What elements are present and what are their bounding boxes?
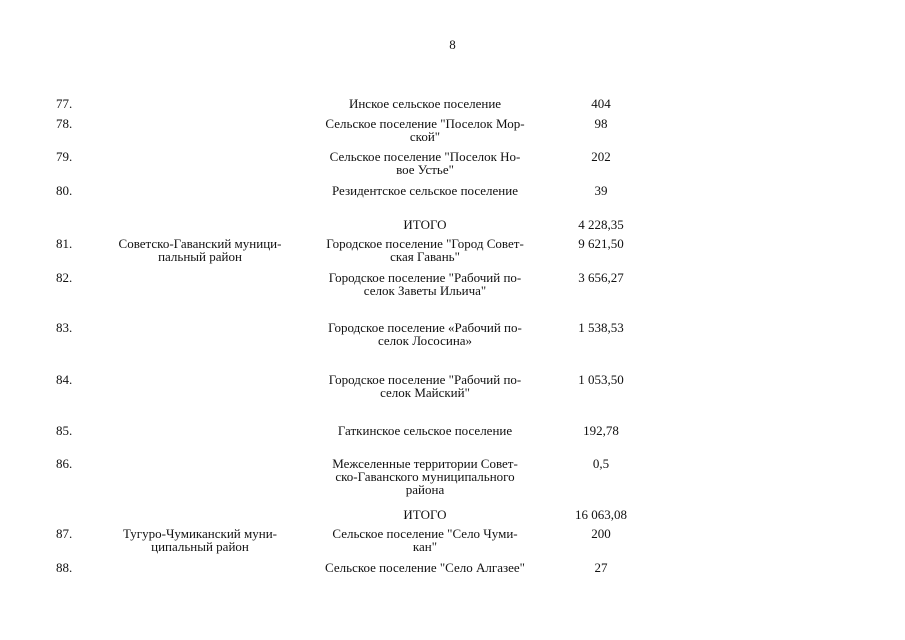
row-number: 87. <box>56 526 73 541</box>
row-value: 98 <box>594 116 608 131</box>
settlement-name: Межселенные территории Совет- ско-Гаванского муниципального района <box>332 456 518 497</box>
row-value: 202 <box>591 149 611 164</box>
row-number: 83. <box>56 320 73 335</box>
row-value: 1 538,53 <box>578 320 624 335</box>
settlement-name: Инское сельское поселение <box>348 96 502 111</box>
row-number: 88. <box>56 560 73 575</box>
settlement-name: Городское поселение "Рабочий по- селок Майский" <box>328 372 522 400</box>
total-value: 16 063,08 <box>575 507 627 522</box>
district-name: Тугуро-Чумиканский муни- ципальный район <box>123 526 277 554</box>
row-value: 192,78 <box>583 423 619 438</box>
total-label: ИТОГО <box>403 217 447 232</box>
row-value: 3 656,27 <box>578 270 624 285</box>
row-number: 86. <box>56 456 73 471</box>
total-value: 4 228,35 <box>578 217 624 232</box>
district-name: Советско-Гаванский муници- пальный район <box>118 236 282 264</box>
settlement-name: Гаткинское сельское поселение <box>337 423 513 438</box>
settlement-name: Городское поселение "Город Совет- ская Гавань" <box>326 236 524 264</box>
row-value: 1 053,50 <box>578 372 624 387</box>
row-number: 79. <box>56 149 73 164</box>
row-value: 0,5 <box>592 456 610 471</box>
page-number: 8 <box>449 37 456 52</box>
settlement-name: Сельское поселение "Поселок Но- вое Устье" <box>329 149 521 177</box>
row-value: 27 <box>594 560 608 575</box>
row-number: 81. <box>56 236 73 251</box>
settlement-name: Сельское поселение "Село Алгазее" <box>325 560 525 575</box>
settlement-name: Городское поселение «Рабочий по- селок Лососина» <box>328 320 522 348</box>
row-value: 404 <box>591 96 611 111</box>
row-number: 80. <box>56 183 73 198</box>
row-value: 9 621,50 <box>578 236 624 251</box>
row-number: 84. <box>56 372 73 387</box>
row-number: 77. <box>56 96 73 111</box>
row-value: 39 <box>594 183 608 198</box>
settlement-name: Сельское поселение "Село Чуми- кан" <box>332 526 518 554</box>
settlement-name: Городское поселение "Рабочий по- селок Заветы Ильича" <box>328 270 522 298</box>
row-value: 200 <box>591 526 611 541</box>
row-number: 85. <box>56 423 73 438</box>
row-number: 82. <box>56 270 73 285</box>
total-label: ИТОГО <box>403 507 447 522</box>
row-number: 78. <box>56 116 73 131</box>
settlement-name: Сельское поселение "Поселок Мор- ской" <box>325 116 525 144</box>
settlement-name: Резидентское сельское поселение <box>331 183 518 198</box>
